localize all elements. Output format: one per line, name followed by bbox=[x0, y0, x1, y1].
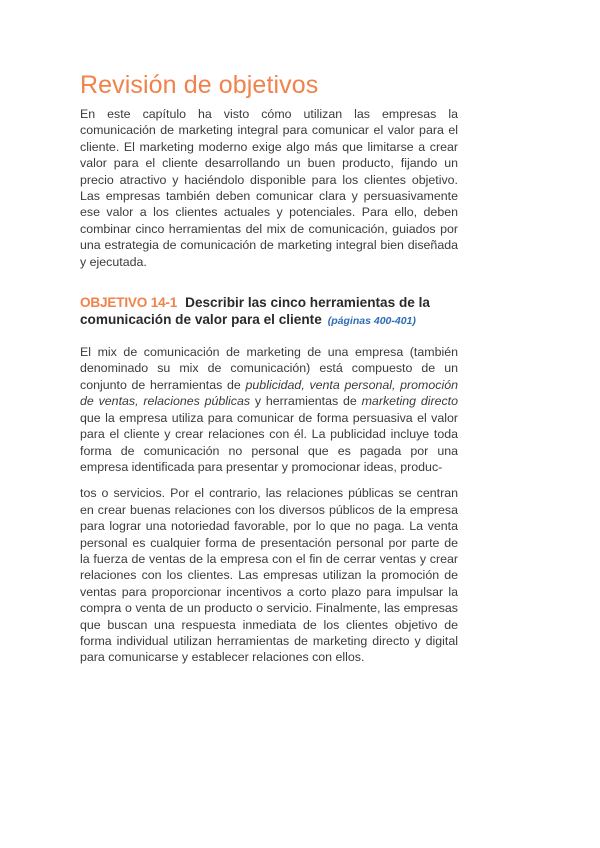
objective-line-2 bbox=[80, 311, 458, 330]
intro-paragraph: En este capítulo ha visto cómo utilizan las empresas la comunicación de marketing integral para comunicar el valor para el cliente. El marketing moderno exige algo más que limitarse a crear valor para el cliente desarrollando un buen producto, fijando un precio atractivo y haciéndolo disponible para los clientes objetivo. Las empresas también deben comunicar clara y persuasivamente ese valor a los clientes actuales y potenciales. Para ello, deben combinar cinco herramientas del mix de comunicación, guiados por una estrategia de comunicación de marketing integral bien diseñada y ejecutada. bbox=[80, 107, 458, 269]
body-p1-start: El mix de comunicación de marketing de una empresa (también denominado su mix de comunicación) está compuesto de un conjunto de herramientas de bbox=[80, 345, 458, 392]
body-paragraph-2: tos o servicios. Por el contrario, las relaciones públicas se centran en crear buenas relaciones con los diversos públicos de la empresa para lograr una notoriedad favorable, por lo que no paga. La venta personal es cualquier forma de presentación personal por parte de la fuerza de ventas de la empresa con el fin de cerrar ventas y crear relaciones con los clientes. Las empresas utilizan la promoción de ventas para proporcionar incentivos a corto plazo para impulsar la compra o venta de un producto o servicio. Finalmente, las empresas que buscan una respuesta inmediata de los clientes objetivo de forma individual utilizan herramientas de marketing directo y digital para comunicarse y establecer relaciones con ellos. bbox=[80, 486, 458, 665]
objective-pages-link[interactable]: (páginas 400-401) bbox=[327, 315, 416, 328]
body-p1-emphasis-2: marketing directo bbox=[361, 394, 459, 409]
section-title: Revisión de objetivos bbox=[80, 71, 319, 99]
page-content bbox=[80, 70, 458, 666]
body-p1-end: que la empresa utiliza para comunicar de forma persuasiva el valor para el cliente y crear relaciones con él. La publicidad incluye toda forma de comunicación no personal que es pagada por una empresa identificada para presentar y promocionar ideas, produc- bbox=[80, 410, 458, 474]
objective-heading-line1: Describir las cinco herramientas de la bbox=[185, 295, 430, 311]
body-p1-emphasis-1: publicidad, venta personal, promoción de ventas, relaciones públicas bbox=[80, 377, 458, 409]
objective-line-1 bbox=[80, 294, 458, 311]
body-p1-mid: y herramientas de bbox=[250, 394, 362, 409]
objective-code: OBJETIVO 14-1 bbox=[80, 295, 178, 311]
objective-heading-line2: comunicación de valor para el cliente bbox=[80, 312, 322, 328]
body-paragraph-1 bbox=[80, 344, 458, 475]
objective-heading bbox=[80, 294, 458, 330]
